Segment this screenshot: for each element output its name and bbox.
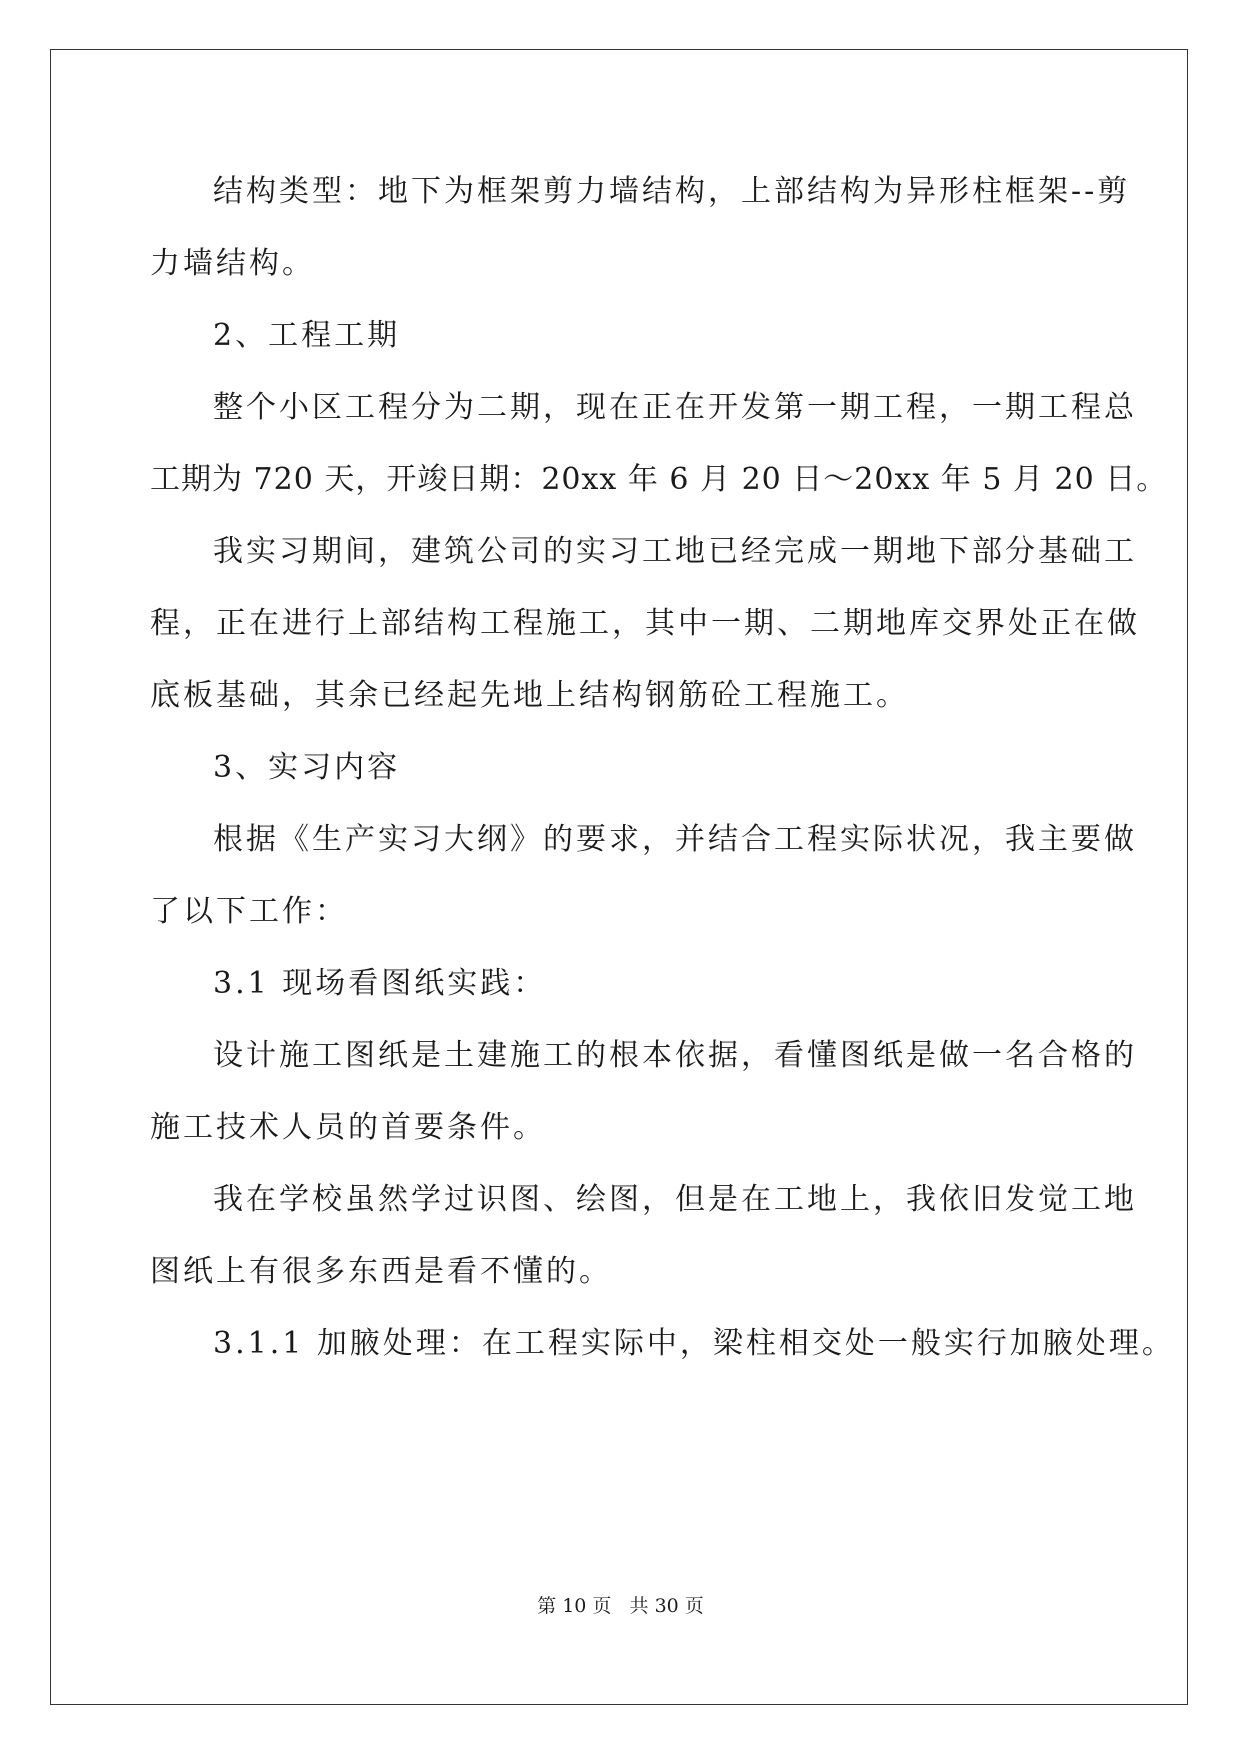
text-line: 施工技术人员的首要条件。 bbox=[150, 1110, 546, 1145]
text-line: 3.1.1 加腋处理：在工程实际中，梁柱相交处一般实行加腋处理。 bbox=[213, 1326, 1175, 1361]
text-line: 程，正在进行上部结构工程施工，其中一期、二期地库交界处正在做 bbox=[150, 606, 1140, 641]
text-line: 我在学校虽然学过识图、绘图，但是在工地上，我依旧发觉工地 bbox=[213, 1182, 1137, 1217]
text-line: 设计施工图纸是土建施工的根本依据，看懂图纸是做一名合格的 bbox=[213, 1038, 1137, 1073]
subsection-heading: 3.1 现场看图纸实践： bbox=[213, 966, 547, 1001]
text-line: 工期为 720 天，开竣日期：20xx 年 6 月 20 日～20xx 年 5 月 20 日。 bbox=[150, 462, 1168, 497]
text-line: 图纸上有很多东西是看不懂的。 bbox=[150, 1254, 612, 1289]
section-heading: 3、实习内容 bbox=[213, 750, 401, 785]
text-line: 根据《生产实习大纲》的要求，并结合工程实际状况，我主要做 bbox=[213, 822, 1137, 857]
text-line: 底板基础，其余已经起先地上结构钢筋砼工程施工。 bbox=[150, 678, 909, 713]
page-number-footer: 第 10 页 共 30 页 bbox=[537, 1595, 704, 1617]
text-line: 我实习期间，建筑公司的实习工地已经完成一期地下部分基础工 bbox=[213, 534, 1137, 569]
text-line: 整个小区工程分为二期，现在正在开发第一期工程，一期工程总 bbox=[213, 390, 1137, 425]
text-line: 了以下工作： bbox=[150, 894, 348, 929]
section-heading: 2、工程工期 bbox=[213, 318, 401, 353]
text-line: 力墙结构。 bbox=[150, 246, 315, 281]
text-line: 结构类型：地下为框架剪力墙结构，上部结构为异形柱框架--剪 bbox=[213, 174, 1131, 209]
page-border bbox=[50, 49, 1188, 1705]
